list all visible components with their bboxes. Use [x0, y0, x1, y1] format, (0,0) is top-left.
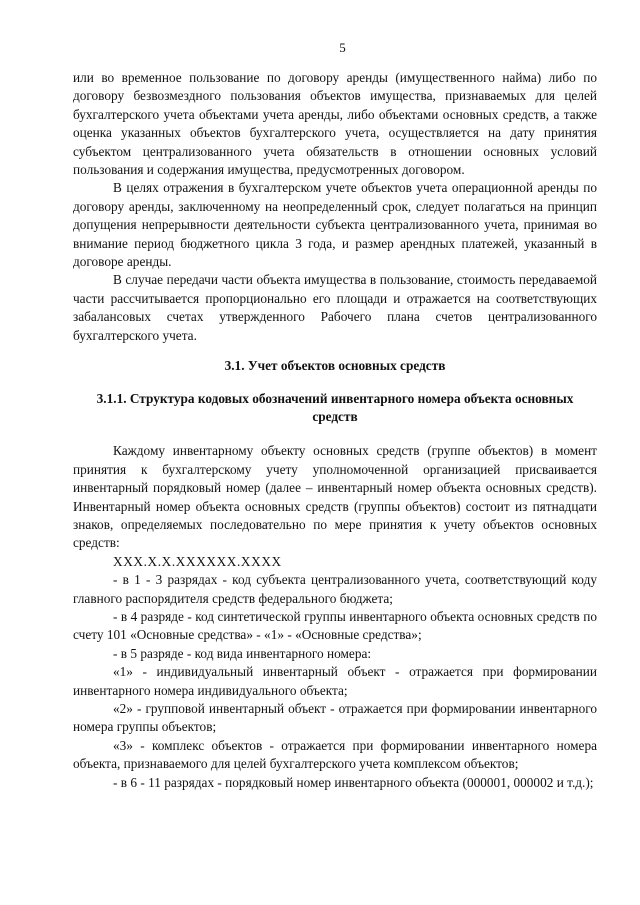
- paragraph-inventory-number: Каждому инвентарному объекту основных средств (группе объектов) в момент принятия к бухгалтерскому учету уполномоченной организацией присваивается инвентарный порядковый номер (далее – инвентарный номер объекта основных средств). Инвентарный номер объекта основных средств (группы объектов) состоит из пятнадцати знаков, определяемых последовательно по мере принятия к учету объектов основных средств:: [73, 443, 597, 551]
- list-item-type-2: «2» - групповой инвентарный объект - отражается при формировании инвентарного номера группы объектов;: [73, 701, 597, 735]
- paragraph-partial-transfer: В случае передачи части объекта имущества в пользование, стоимость передаваемой части рассчитывается пропорционально его площади и отражается на соответствующих забалансовых счетах утвержденного Рабочего плана счетов централизованного бухгалтерского учета.: [73, 272, 597, 343]
- paragraph-lease-valuation: или во временное пользование по договору аренды (имущественного найма) либо по договору безвозмездного пользования объектов имущества, признаваемых для целей бухгалтерского учета объектами учета аренды, либо объектами основных средств, а также оценка указанных объектов бухгалтерского учета, осуществляется на дату принятия субъектом централизованного учета обязательств в отношении основных условий пользования и содержания имущества, предусмотренных договором.: [73, 70, 597, 178]
- list-item-type-3: «3» - комплекс объектов - отражается при формировании инвентарного номера объекта, признаваемого для целей бухгалтерского учета комплексом объектов;: [73, 737, 597, 772]
- inventory-number-format: XXX.X.X.XXXXXX.XXXX: [113, 553, 282, 569]
- list-item-type-1: «1» - индивидуальный инвентарный объект - отражается при формировании инвентарного номера индивидуального объекта;: [73, 664, 597, 698]
- paragraph-operating-lease: В целях отражения в бухгалтерском учете объектов учета операционной аренды по договору аренды, заключенному на неопределенный срок, следует полагаться на принцип допущения непрерывности деятельности субъекта централизованного учета, принимая во внимание период бюджетного цикла 3 года, и размер арендных платежей, указанный в договоре аренды.: [73, 180, 597, 270]
- page-number: 5: [339, 40, 346, 55]
- list-item-digit-4: - в 4 разряде - код синтетической группы инвентарного объекта основных средств по счету 101 «Основные средства» - «1» - «Основные средства»;: [73, 608, 597, 643]
- section-heading: 3.1. Учет объектов основных средств: [224, 358, 446, 374]
- list-item-digit-5: - в 5 разряде - код вида инвентарного номера:: [113, 645, 372, 661]
- subsection-heading: 3.1.1. Структура кодовых обозначений инвентарного номера объекта основных средств: [96, 390, 574, 424]
- list-item-digits-1-3: - в 1 - 3 разрядах - код субъекта централизованного учета, соответствующий коду главного распорядителя средств федерального бюджета;: [73, 572, 597, 606]
- list-item-digits-6-11: - в 6 - 11 разрядах - порядковый номер инвентарного объекта (000001, 000002 и т.д.);: [113, 774, 594, 790]
